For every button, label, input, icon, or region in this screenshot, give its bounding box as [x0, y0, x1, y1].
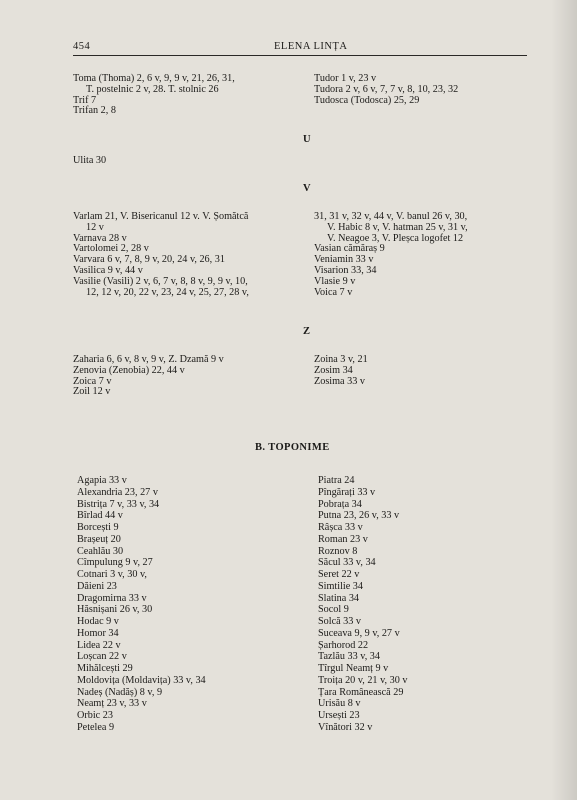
t-left-column: [73, 74, 305, 117]
index-entry: Vartolomei 2, 28 v: [73, 243, 149, 255]
index-entry: Bîrlad 44 v: [77, 510, 123, 522]
index-entry: Ceahlău 30: [77, 545, 124, 557]
index-entry: Seret 22 v: [318, 569, 360, 580]
toponime-left-column: [77, 475, 307, 734]
index-entry: Șarhorod 22: [318, 639, 369, 651]
index-entry: Varnava 28 v: [73, 232, 127, 244]
index-entry: Zoica 7 v: [73, 375, 112, 387]
index-entry: Râșca 33 v: [318, 522, 363, 533]
running-header: [73, 41, 527, 55]
index-entry: Loșcan 22 v: [77, 651, 127, 663]
index-entry: Vînători 32 v: [318, 721, 373, 733]
index-entry: Tudor 1 v, 23 v: [314, 73, 377, 84]
index-entry: Borcești 9: [77, 522, 119, 533]
index-entry: Cîmpulung 9 v, 27: [77, 557, 153, 569]
index-entry: Simtilie 34: [318, 580, 363, 592]
section-letter-z: Z: [303, 326, 311, 337]
index-entry: Hăsnișani 26 v, 30: [77, 604, 153, 616]
index-entry: Zoil 12 v: [73, 386, 111, 398]
index-entry: Homor 34: [77, 627, 119, 639]
index-entry: Ursești 23: [318, 710, 360, 721]
index-entry: Brașeuț 20: [77, 533, 121, 545]
index-entry: Roznov 8: [318, 545, 358, 557]
u-left-column: [73, 156, 305, 167]
index-entry: Tîrgul Neamț 9 v: [318, 663, 389, 674]
index-entry: Veniamin 33 v: [314, 254, 374, 266]
index-entry: Vasilie (Vasili) 2 v, 6, 7 v, 8, 8 v, 9, 9 v, 10, 12, 12 v, 20, 22 v, 23, 24 v, 25, 27, 28 v,: [73, 275, 249, 298]
index-entry: Roman 23 v: [318, 533, 368, 545]
index-entry: Zoina 3 v, 21: [314, 354, 368, 365]
index-entry: Nadeș (Nadăș) 8 v, 9: [77, 686, 163, 698]
index-entry: Hodac 9 v: [77, 616, 119, 627]
index-entry: Petelea 9: [77, 721, 115, 733]
section-heading-toponime: B. TOPONIME: [255, 442, 330, 453]
index-entry: Trif 7: [73, 94, 97, 106]
index-entry: Urisău 8 v: [318, 698, 361, 710]
index-entry: Voica 7 v: [314, 286, 353, 298]
index-entry: Tudosca (Todosca) 25, 29: [314, 94, 420, 106]
v-right-column: [314, 212, 538, 298]
index-entry: Moldovița (Moldavița) 33 v, 34: [77, 674, 206, 686]
index-entry: Vlasie 9 v: [314, 275, 356, 287]
index-entry: Tazlău 33 v, 34: [318, 651, 380, 663]
index-entry: Socol 9: [318, 604, 349, 616]
index-entry: Cotnari 3 v, 30 v,: [77, 569, 147, 580]
toponime-right-column: [318, 475, 532, 734]
index-entry: Tudora 2 v, 6 v, 7, 7 v, 8, 10, 23, 32: [314, 83, 459, 95]
index-entry: Neamț 23 v, 33 v: [77, 698, 147, 710]
page-number: 454: [73, 41, 91, 52]
t-right-column: [314, 74, 530, 106]
header-rule: [73, 55, 527, 56]
index-entry: Mihălcești 29: [77, 663, 133, 674]
index-entry-continued: 31, 31 v, 32 v, 44 v, V. banul 26 v, 30, V. Habic 8 v, V. hatman 25 v, 31 v, V. Neagoe 3, V. Pleșca logofet 12: [314, 211, 468, 244]
index-entry: Suceava 9, 9 v, 27 v: [318, 627, 400, 639]
index-entry: Varvara 6 v, 7, 8, 9 v, 20, 24 v, 26, 31: [73, 254, 225, 266]
index-entry: Vasilica 9 v, 44 v: [73, 264, 143, 276]
index-entry: Trifan 2, 8: [73, 105, 116, 117]
index-entry: Agapia 33 v: [77, 475, 127, 486]
index-entry: Săcul 33 v, 34: [318, 557, 376, 569]
index-entry: Slatina 34: [318, 592, 360, 604]
z-right-column: [314, 355, 530, 387]
index-entry: Lidea 22 v: [77, 639, 121, 651]
index-entry: Pobrața 34: [318, 498, 362, 510]
index-entry: Putna 23, 26 v, 33 v: [318, 510, 400, 522]
index-entry: Visarion 33, 34: [314, 264, 377, 276]
index-entry: Zenovia (Zenobia) 22, 44 v: [73, 364, 185, 376]
running-head-author: ELENA LINȚA: [274, 41, 348, 52]
index-entry: Solcă 33 v: [318, 616, 362, 627]
section-letter-v: V: [303, 183, 311, 194]
index-entry: Orbic 23: [77, 710, 113, 721]
index-entry: Vasian cămăraș 9: [314, 243, 385, 255]
index-entry: Ulita 30: [73, 155, 107, 166]
index-entry: Zaharia 6, 6 v, 8 v, 9 v, Z. Dzamă 9 v: [73, 354, 224, 365]
v-left-column: [73, 212, 305, 298]
index-entry: Bistrița 7 v, 33 v, 34: [77, 498, 160, 510]
index-entry: Dăieni 23: [77, 580, 117, 592]
index-entry: Zosim 34: [314, 364, 353, 376]
index-entry: Varlam 21, V. Bisericanul 12 v. V. Șomătcă 12 v: [73, 211, 249, 233]
section-letter-u: U: [303, 134, 311, 145]
index-entry: Pîngărați 33 v: [318, 486, 376, 498]
z-left-column: [73, 355, 305, 398]
index-entry: Alexandria 23, 27 v: [77, 486, 158, 498]
index-entry: Toma (Thoma) 2, 6 v, 9, 9 v, 21, 26, 31, T. postelnic 2 v, 28. T. stolnic 26: [73, 73, 235, 95]
index-entry: Țara Românească 29: [318, 686, 404, 698]
index-entry: Piatra 24: [318, 475, 355, 486]
index-entry: Zosima 33 v: [314, 375, 365, 387]
index-entry: Dragomirna 33 v: [77, 592, 147, 604]
index-entry: Troița 20 v, 21 v, 30 v: [318, 674, 408, 686]
